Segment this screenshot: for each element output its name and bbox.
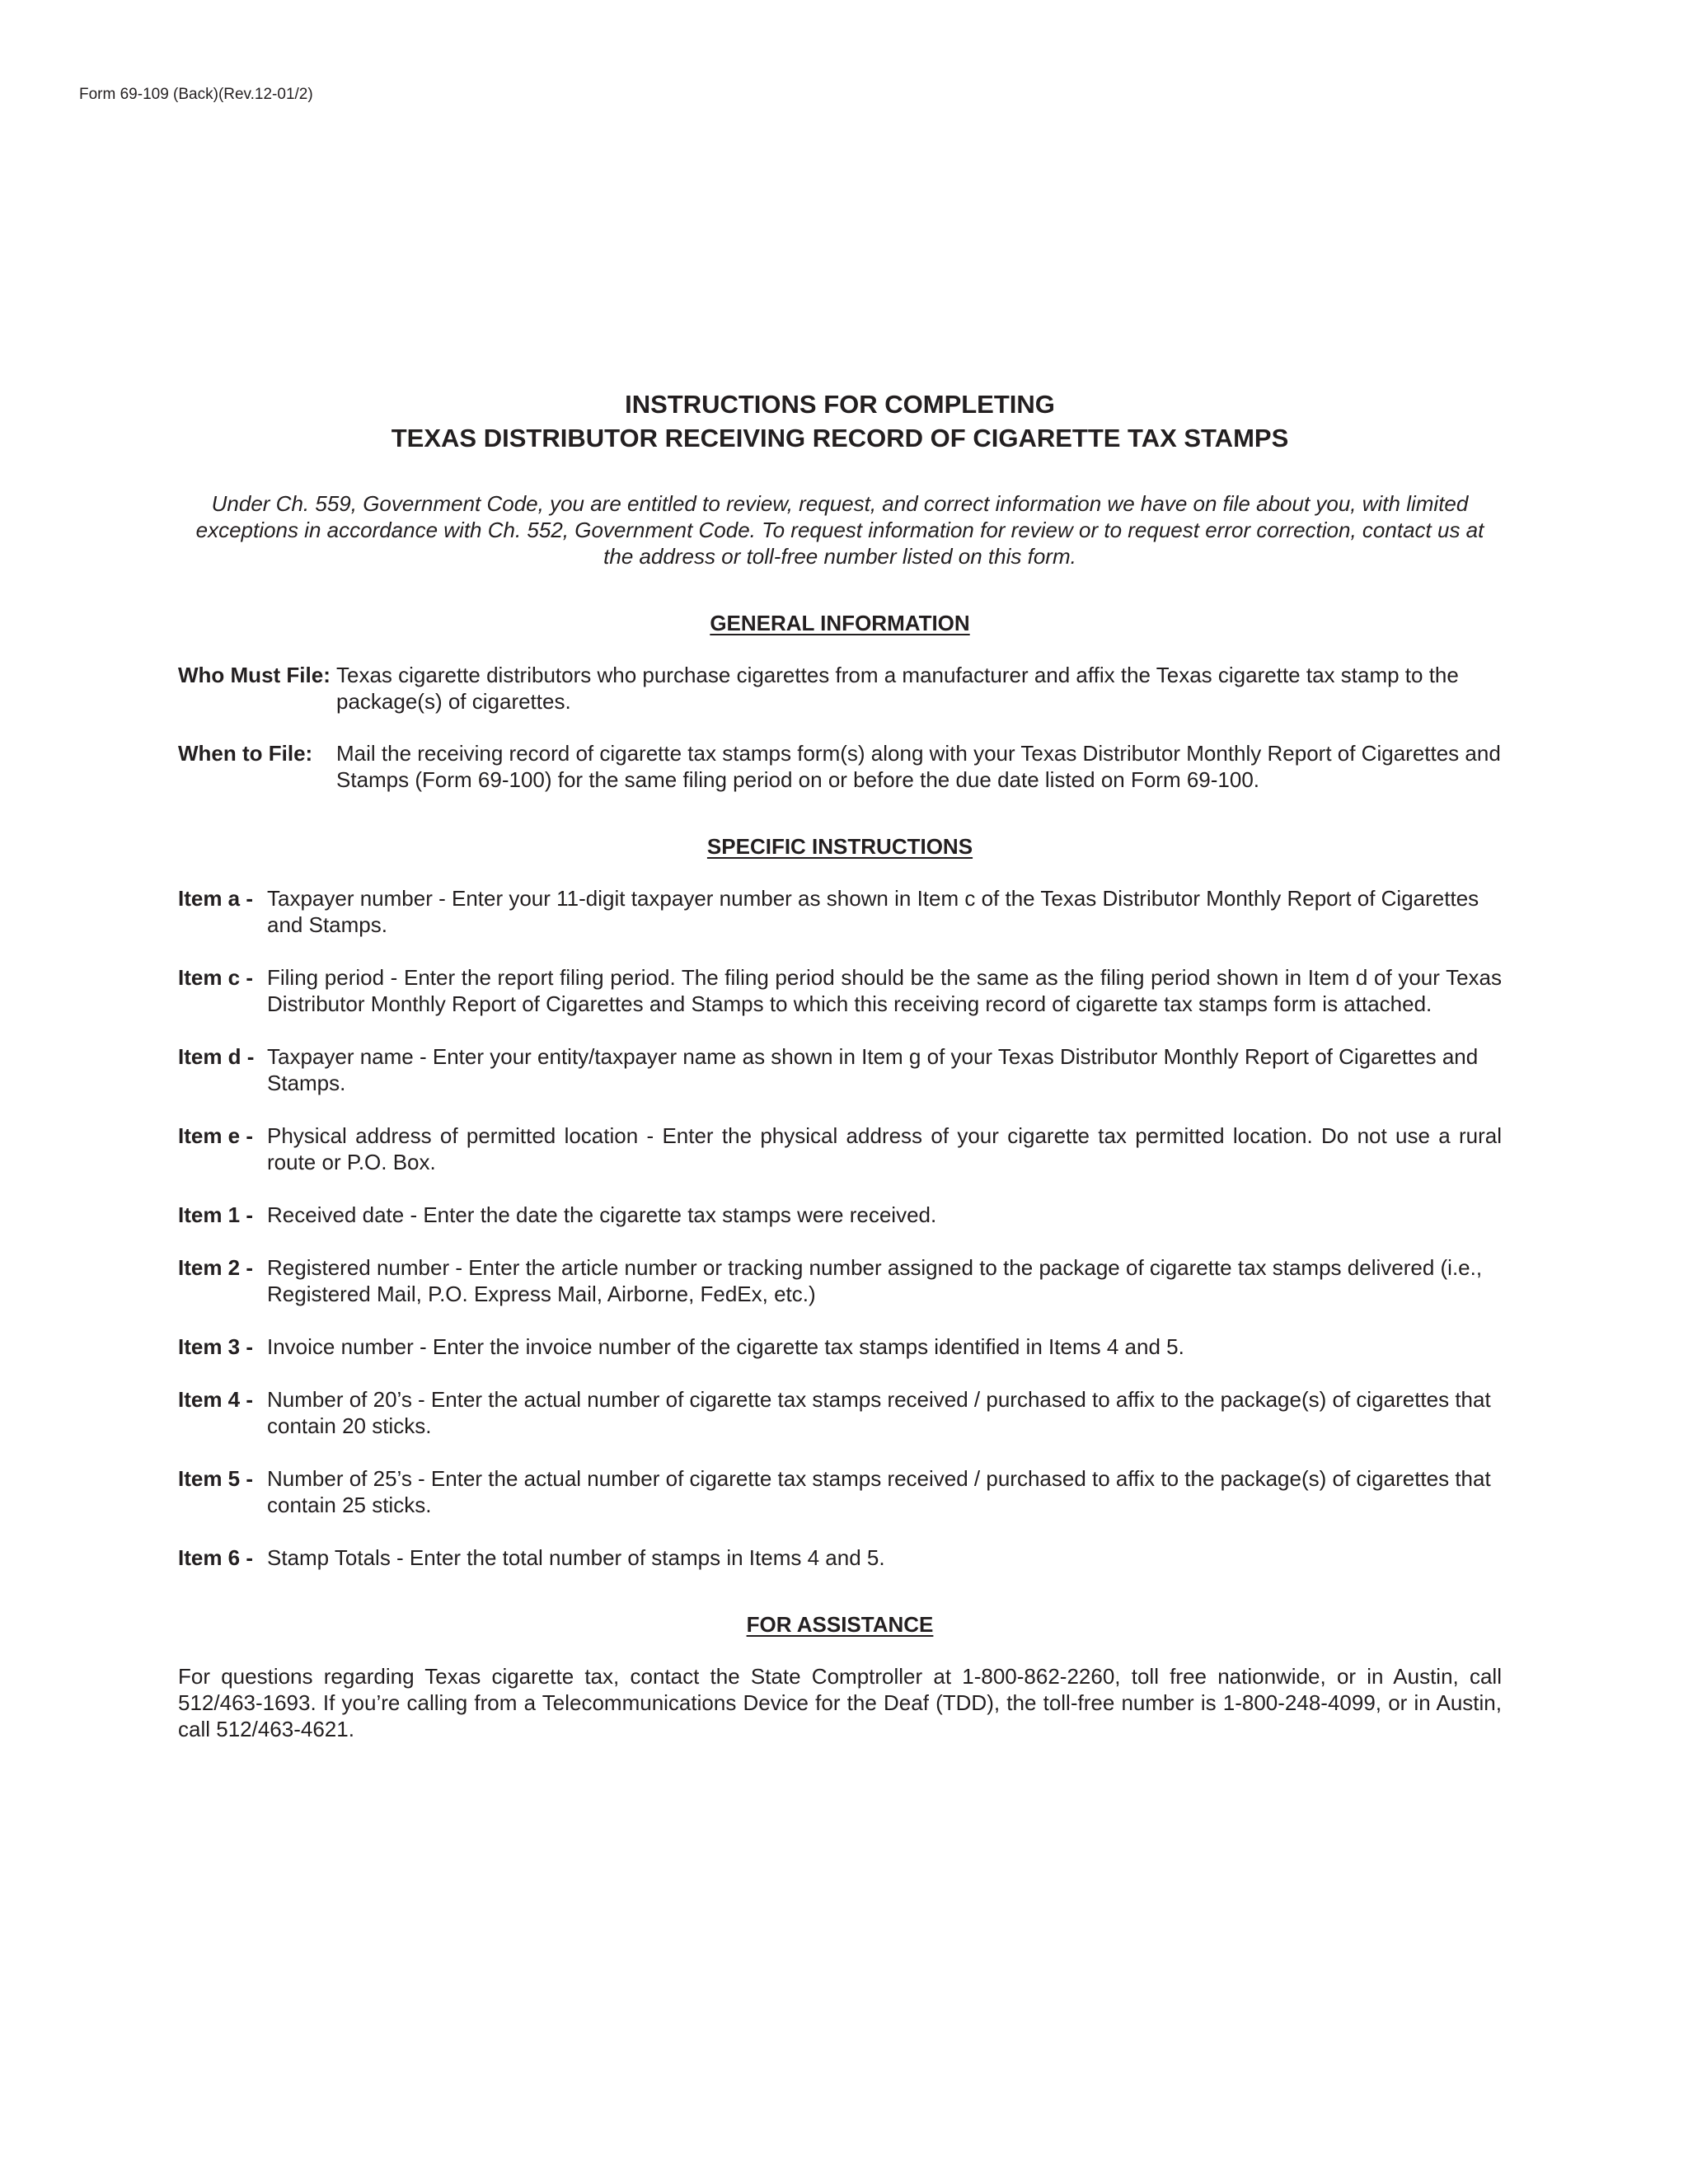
instruction-item: [178, 1333, 1502, 1360]
who-must-file-row: [178, 662, 1502, 715]
item-text: Physical address of permitted location - Enter the physical address of your cigarette tax permitted location. Do not use a rural route or P.O. Box.: [267, 1123, 1502, 1174]
instruction-item: [178, 885, 1502, 938]
item-label: Item 1 -: [178, 1202, 254, 1227]
general-information-heading: GENERAL INFORMATION: [710, 611, 970, 635]
item-text: Taxpayer name - Enter your entity/taxpayer name as shown in Item g of your Texas Distributor Monthly Report of Cigarettes and Stamps.: [267, 1044, 1479, 1095]
form-number: Form 69-109 (Back)(Rev.12-01/2): [79, 86, 313, 103]
instruction-item: [178, 1043, 1502, 1096]
item-text: Stamp Totals - Enter the total number of stamps in Items 4 and 5.: [267, 1545, 885, 1570]
instruction-item: [178, 964, 1502, 1017]
item-label: Item 6 -: [178, 1545, 254, 1570]
instruction-item: [178, 1465, 1502, 1518]
title-line-2: TEXAS DISTRIBUTOR RECEIVING RECORD OF CIGARETTE TAX STAMPS: [391, 424, 1289, 452]
title-line-1: INSTRUCTIONS FOR COMPLETING: [625, 390, 1055, 419]
item-label: Item 4 -: [178, 1387, 254, 1412]
item-label: Item 2 -: [178, 1255, 254, 1280]
when-to-file-label: When to File:: [178, 741, 313, 766]
who-must-file-label: Who Must File:: [178, 663, 331, 687]
instruction-item: [178, 1254, 1502, 1307]
item-text: Number of 20’s - Enter the actual number of cigarette tax stamps received / purchased to affix to the package(s) of cigarettes that contain 20 sticks.: [267, 1387, 1491, 1438]
when-to-file-text: Mail the receiving record of cigarette tax stamps form(s) along with your Texas Distributor Monthly Report of Cigarettes and Stamps (Form 69-100) for the same filing period on or before the due date listed on Form 69-100.: [336, 741, 1501, 792]
instruction-item: [178, 1202, 1502, 1228]
privacy-notice: Under Ch. 559, Government Code, you are entitled to review, request, and correct information we have on file about you, with limited exceptions in accordance with Ch. 552, Government Code. To request information for review or to request error correction, contact us at the address or toll-free number listed on this form.: [195, 491, 1484, 569]
item-text: Registered number - Enter the article number or tracking number assigned to the package of cigarette tax stamps delivered (i.e., Registered Mail, P.O. Express Mail, Airborne, FedEx, etc.): [267, 1255, 1483, 1306]
instruction-item: [178, 1122, 1502, 1175]
who-must-file-text: Texas cigarette distributors who purchase cigarettes from a manufacturer and affix the Texas cigarette tax stamp to the package(s) of cigarettes.: [336, 663, 1459, 714]
instruction-item: [178, 1544, 1502, 1571]
when-to-file-row: [178, 740, 1502, 793]
item-label: Item 3 -: [178, 1334, 254, 1359]
item-text: Invoice number - Enter the invoice number of the cigarette tax stamps identified in Items 4 and 5.: [267, 1334, 1184, 1359]
item-label: Item d -: [178, 1044, 255, 1069]
item-text: Taxpayer number - Enter your 11-digit taxpayer number as shown in Item c of the Texas Distributor Monthly Report of Cigarettes and Stamps.: [267, 886, 1479, 937]
item-label: Item a -: [178, 886, 254, 911]
item-text: Number of 25’s - Enter the actual number of cigarette tax stamps received / purchased to affix to the package(s) of cigarettes that contain 25 sticks.: [267, 1466, 1491, 1517]
item-label: Item e -: [178, 1123, 254, 1148]
item-text: Received date - Enter the date the cigarette tax stamps were received.: [267, 1202, 937, 1227]
item-text: Filing period - Enter the report filing period. The filing period should be the same as the filing period shown in Item d of your Texas Distributor Monthly Report of Cigarettes and Stamps to which this receiving record of cigarette tax stamps form is attached.: [267, 965, 1502, 1016]
for-assistance-heading: FOR ASSISTANCE: [746, 1612, 934, 1637]
item-label: Item 5 -: [178, 1466, 254, 1491]
specific-instructions-heading: SPECIFIC INSTRUCTIONS: [706, 834, 973, 859]
page-title: [178, 387, 1502, 455]
instruction-item: [178, 1386, 1502, 1439]
item-label: Item c -: [178, 965, 254, 990]
instructions-content: [178, 387, 1502, 1742]
assistance-text: For questions regarding Texas cigarette tax, contact the State Comptroller at 1-800-862-2260, toll free nationwide, or in Austin, call 512/463-1693. If you’re calling from a Telecommunications Device for the Deaf (TDD), the toll-free number is 1-800-248-4099, or in Austin, call 512/463-4621.: [178, 1664, 1502, 1741]
